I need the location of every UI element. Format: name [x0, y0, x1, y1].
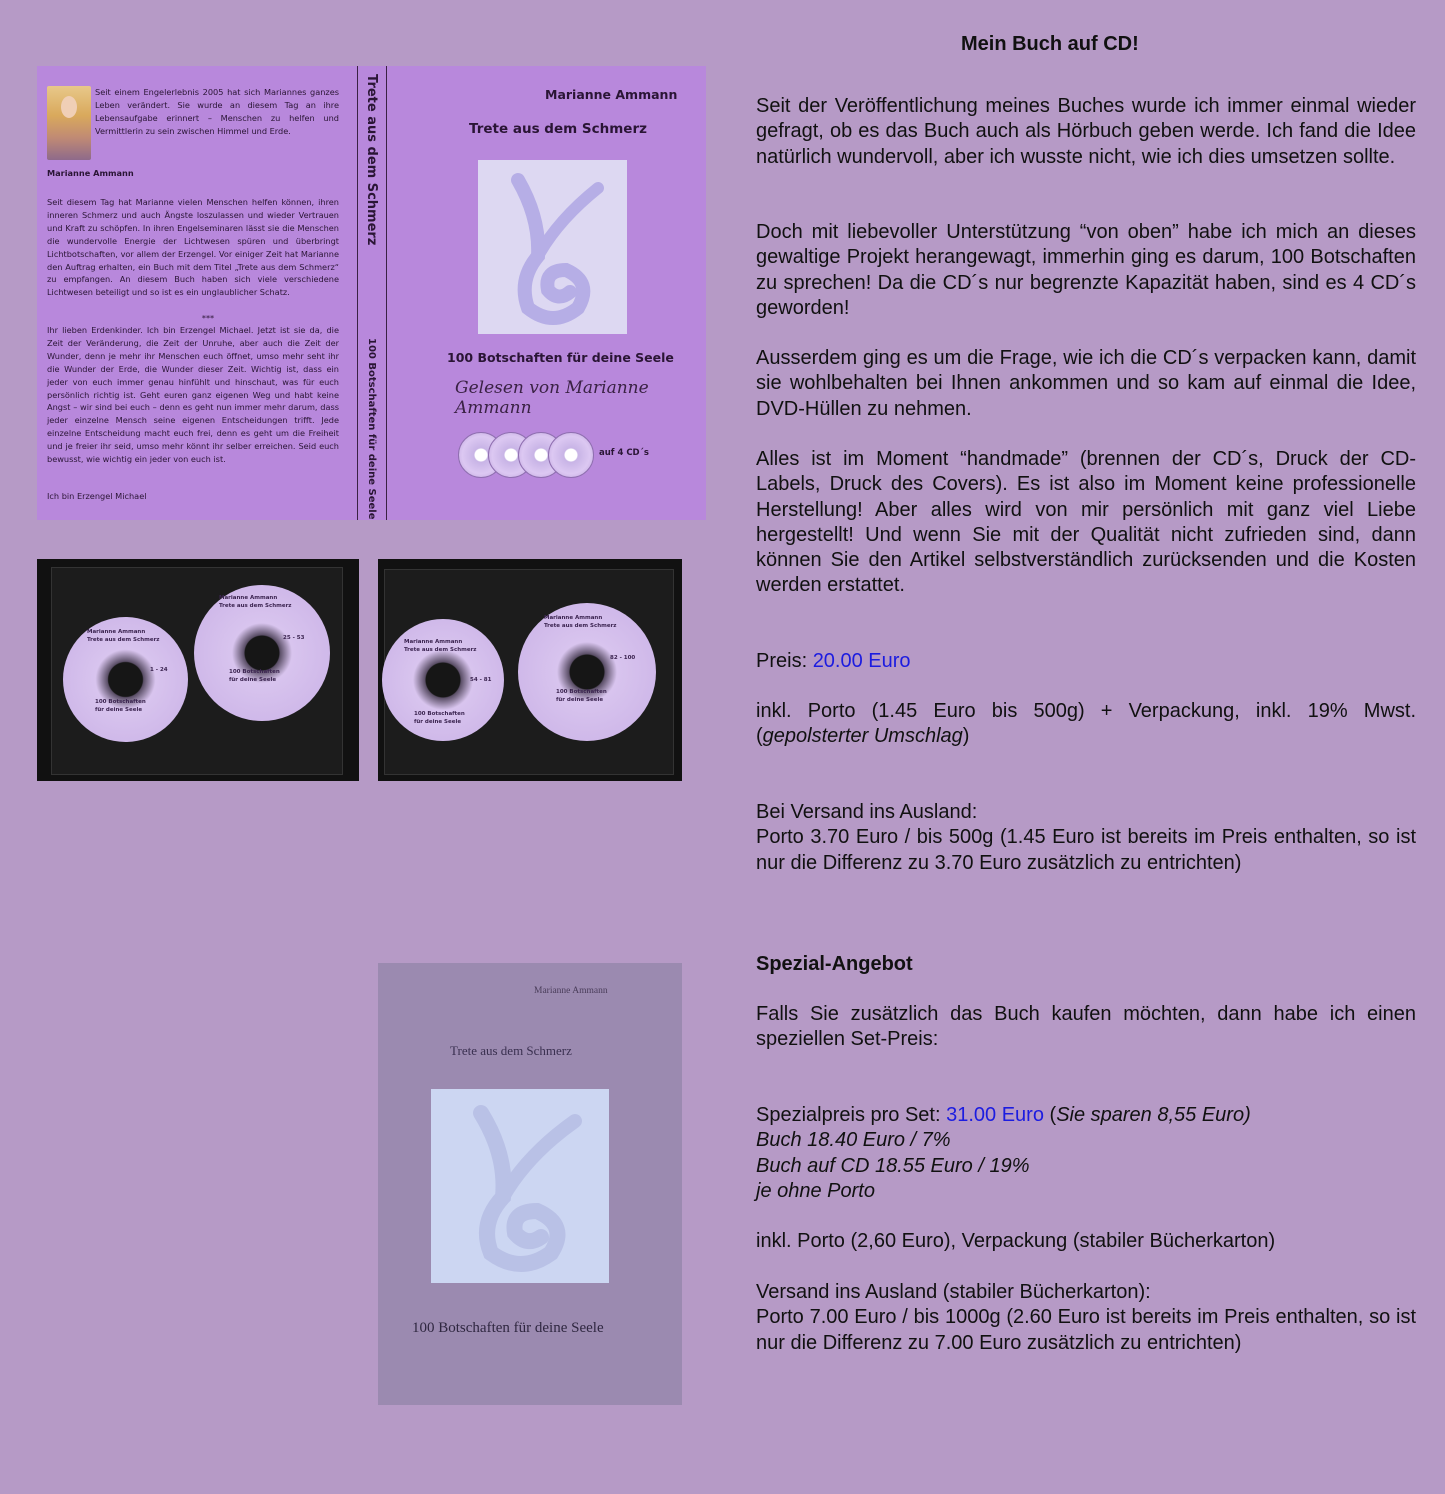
back-intro-text: Seit einem Engelerlebnis 2005 hat sich Mariannes ganzes Leben verändert. Sie wurde an diesem Tag an ihre Lebensaufgabe erinnert – Menschen zu helfen und Vermittlerin zu sein zwischen Himmel und Erde.: [95, 87, 339, 136]
cd4-sub2: für deine Seele: [556, 697, 604, 703]
special-offer-title: Spezial-Angebot: [756, 953, 913, 975]
back-author-name: Marianne Ammann: [47, 168, 134, 178]
abroad-title: Bei Versand ins Ausland:: [756, 801, 978, 823]
glass-spiral-image: [478, 160, 627, 334]
book-author: Marianne Ammann: [534, 986, 608, 996]
cd2-range: 25 - 53: [283, 635, 305, 641]
cd2-author: Marianne Ammann: [219, 595, 278, 601]
cd1-sub2: für deine Seele: [95, 707, 143, 713]
set-price-line: Spezialpreis pro Set: 31.00 Euro (Sie sparen 8,55 Euro): [756, 1104, 1251, 1126]
front-author: Marianne Ammann: [545, 87, 678, 102]
book-spiral-image: [431, 1089, 609, 1283]
cd3-title: Trete aus dem Schmerz: [404, 647, 477, 653]
book-photo: [378, 963, 682, 1405]
padded-envelope-note: gepolsterter Umschlag: [762, 725, 963, 748]
packaging-paragraph: Ausserdem ging es um die Frage, wie ich die CD´s verpacken kann, damit sie wohlbehalten bei Ihnen ankommen und so kam auf einmal die Idee, DVD-Hüllen zu nehmen.: [756, 347, 1416, 420]
set-savings: Sie sparen 8,55 Euro): [1056, 1104, 1251, 1126]
front-title: Trete aus dem Schmerz: [469, 121, 647, 137]
front-read-by: Gelesen von Marianne Ammann: [455, 378, 649, 418]
back-signature: Ich bin Erzengel Michael: [47, 491, 147, 501]
set-abroad-text: Porto 7.00 Euro / bis 1000g (2.60 Euro ist bereits im Preis enthalten, so ist nur die Differenz zu 7.00 Euro zusätzlich zu entrichten): [756, 1306, 1416, 1354]
intro-paragraph: Seit der Veröffentlichung meines Buches wurde ich immer einmal wieder gefragt, ob es das Buch auch als Hörbuch geben werde. Ich fand die Idee natürlich wundervoll, aber ich wusste nicht, wie ich dies umsetzen sollte.: [756, 95, 1416, 168]
cd-case-photo-2: [378, 559, 682, 781]
author-photo: [47, 86, 91, 160]
back-separator: ***: [201, 313, 215, 323]
page-title: Mein Buch auf CD!: [961, 33, 1139, 55]
cd-disc-1: [63, 617, 188, 742]
cd1-title: Trete aus dem Schmerz: [87, 637, 160, 643]
cd4-title: Trete aus dem Schmerz: [544, 623, 617, 629]
set-price-value: 31.00 Euro: [946, 1104, 1044, 1126]
shipping-info: inkl. Porto (1.45 Euro bis 500g) + Verpackung, inkl. 19% Mwst. (gepolsterter Umschlag): [756, 700, 1416, 748]
price-line: [756, 649, 1416, 674]
set-abroad-shipping: [756, 1280, 1416, 1356]
set-cd-price: Buch auf CD 18.55 Euro / 19%: [756, 1154, 1030, 1177]
price-label: Preis:: [756, 650, 813, 672]
set-price-block: [756, 1103, 1416, 1204]
price-value: 20.00 Euro: [812, 650, 911, 672]
abroad-shipping: [756, 800, 1416, 876]
cd4-range: 82 - 100: [610, 655, 636, 661]
special-offer-text: Falls Sie zusätzlich das Buch kaufen möchten, dann habe ich einen speziellen Set-Preis:: [756, 1003, 1416, 1051]
back-paragraph-1: Seit diesem Tag hat Marianne vielen Menschen helfen können, ihren inneren Schmerz und auch Ängste loszulassen und wieder Vertrauen und Kraft zu schöpfen. In ihren Engelseminaren lässt sie die Menschen die wundervolle Energie der Lichtwesen spüren und überbringt Lichtbotschaften, vor allem der Erzengel. Vor einiger Zeit hat Marianne den Auftrag erhalten, ein Buch mit dem Titel „Trete aus dem Schmerz“ zu empfangen. An diesem Buch haben sich viele verschiedene Lichtwesen beteiligt und so ist es ein unglaublicher Schatz.: [47, 197, 339, 298]
book-title: Trete aus dem Schmerz: [450, 1043, 572, 1058]
cd3-sub: 100 Botschaften: [414, 711, 465, 717]
spine-title: Trete aus dem Schmerz: [364, 74, 379, 246]
book-subtitle: 100 Botschaften für deine Seele: [412, 1320, 604, 1336]
cd4-sub: 100 Botschaften: [556, 689, 607, 695]
cd2-sub: 100 Botschaften: [229, 669, 280, 675]
abroad-text: Porto 3.70 Euro / bis 500g (1.45 Euro ist bereits im Preis enthalten, so ist nur die Differenz zu 3.70 Euro zusätzlich zu entrichten): [756, 826, 1416, 874]
set-book-price: Buch 18.40 Euro / 7%: [756, 1129, 951, 1152]
spine-divider-right: [386, 66, 387, 520]
set-no-postage: je ohne Porto: [756, 1179, 875, 1202]
cover-back: [37, 66, 357, 520]
front-cd-count: auf 4 CD´s: [599, 448, 649, 458]
spine-subtitle: 100 Botschaften für deine Seele: [366, 338, 377, 520]
cd4-author: Marianne Ammann: [544, 615, 603, 621]
set-abroad-title: Versand ins Ausland (stabiler Bücherkarton):: [756, 1281, 1151, 1303]
cover-spine: [358, 66, 386, 520]
cd-cover-image: [37, 66, 706, 520]
set-shipping-info: inkl. Porto (2,60 Euro), Verpackung (stabiler Bücherkarton): [756, 1230, 1276, 1252]
cd1-author: Marianne Ammann: [87, 629, 146, 635]
cd-case-photo-1: [37, 559, 359, 781]
front-subtitle: 100 Botschaften für deine Seele: [447, 350, 674, 365]
cd-disc-icon: [548, 432, 594, 478]
project-paragraph: Doch mit liebevoller Unterstützung “von oben” habe ich mich an dieses gewaltige Projekt herangewagt, immerhin ging es darum, 100 Botschaften zu sprechen! Da die CD´s nur begrenzte Kapazität haben, sind es 4 CD´s geworden!: [756, 221, 1416, 319]
cd1-range: 1 - 24: [150, 667, 168, 673]
cd3-author: Marianne Ammann: [404, 639, 463, 645]
cd2-sub2: für deine Seele: [229, 677, 277, 683]
cd2-title: Trete aus dem Schmerz: [219, 603, 292, 609]
back-paragraph-2: Ihr lieben Erdenkinder. Ich bin Erzengel Michael. Jetzt ist sie da, die Zeit der Veränderung, die Zeit der Unruhe, aber auch die Zeit der Wunder, denn je mehr ihr Menschen euch öffnet, umso mehr seht ihr die Wunder der Erde, die Wunder dieser Zeit. Wichtig ist, dass ein jeder von euch immer genau hinfühlt und hinschaut, was für euch persönlich richtig ist. Geht euren ganz eigenen Weg und habt keine Angst – wir sind bei euch – denn es geht nun immer mehr darum, dass jeder einzelne Mensch seine eigenen Entscheidungen trifft. Jede einzelne Entscheidung macht euch frei, denn es geht um die Freiheit und je freier ihr seid, umso mehr könnt ihr selber erreichen. Seid euch bewusst, wie wichtig ein jeder von euch ist.: [47, 325, 339, 465]
cd3-sub2: für deine Seele: [414, 719, 462, 725]
handmade-paragraph: Alles ist im Moment “handmade” (brennen der CD´s, Druck der CD-Labels, Druck des Covers). Es ist also im Moment keine professionelle Herstellung! Aber alles wird von mir persönlich mit ganz viel Liebe hergestellt! Und wenn Sie mit der Qualität nicht zufrieden sind, dann können Sie den Artikel selbstverständlich zurücksenden und die Kosten werden erstattet.: [756, 448, 1416, 597]
cd1-sub: 100 Botschaften: [95, 699, 146, 705]
cd3-range: 54 - 81: [470, 677, 492, 683]
